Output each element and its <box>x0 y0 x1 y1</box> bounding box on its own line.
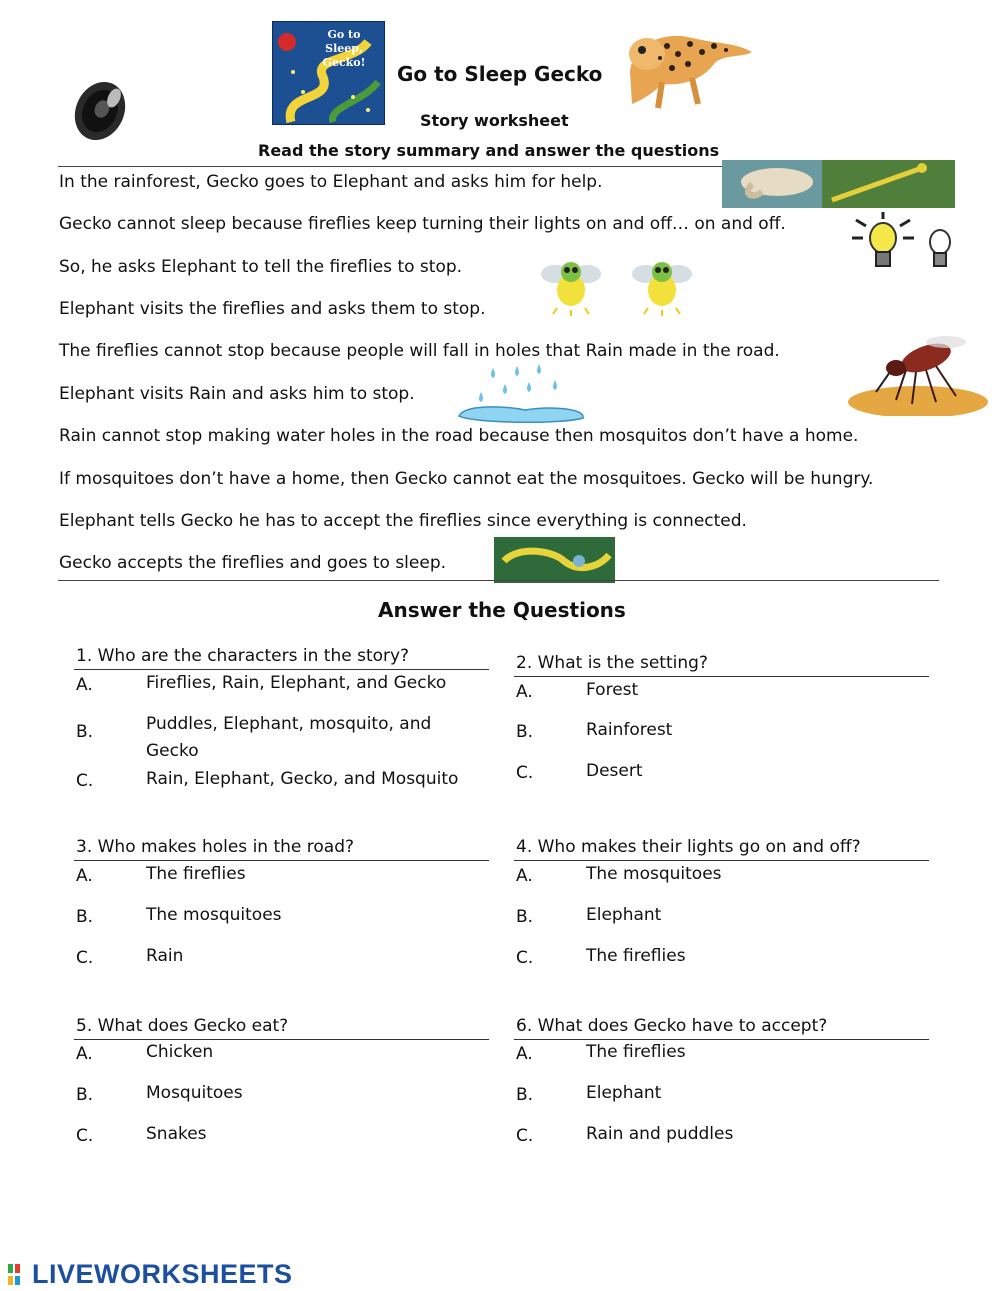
question-text: 4. Who makes their lights go on and off? <box>516 837 861 857</box>
option-letter: C. <box>516 1126 534 1146</box>
option-letter: C. <box>76 771 94 791</box>
question-text: 3. Who makes holes in the road? <box>76 837 355 857</box>
answer-option[interactable]: The fireflies <box>146 864 246 884</box>
story-line: Elephant tells Gecko he has to accept the fireflies since everything is connected. <box>59 511 747 531</box>
option-letter: B. <box>76 722 94 742</box>
option-letter: B. <box>76 1085 94 1105</box>
answer-heading: Answer the Questions <box>378 598 626 622</box>
story-line: Elephant visits the fireflies and asks them to stop. <box>59 299 486 319</box>
answer-option[interactable]: The mosquitoes <box>146 905 282 925</box>
option-letter: C. <box>76 1126 94 1146</box>
option-letter: A. <box>76 675 93 695</box>
firefly-icon <box>626 252 698 318</box>
logo-text: LIVEWORKSHEETS <box>32 1259 293 1289</box>
liveworksheets-logo[interactable] <box>8 1259 293 1290</box>
logo-mark-icon <box>8 1264 28 1286</box>
answer-option[interactable]: Puddles, Elephant, mosquito, and Gecko <box>146 714 432 761</box>
book-cover-title: Go to Sleep, Gecko! <box>322 28 366 69</box>
light-bulb-icon <box>848 210 956 274</box>
option-letter: B. <box>516 1085 534 1105</box>
option-letter: C. <box>516 948 534 968</box>
mosquito-picture <box>846 330 990 416</box>
option-letter: A. <box>516 1044 533 1064</box>
option-letter: A. <box>76 866 93 886</box>
question-text: 1. Who are the characters in the story? <box>76 646 410 666</box>
story-line: If mosquitoes don’t have a home, then Gecko cannot eat the mosquitoes. Gecko will be hungry. <box>59 469 874 489</box>
answer-option[interactable]: The fireflies <box>586 1042 686 1062</box>
option-letter: C. <box>516 763 534 783</box>
sleeping-gecko-picture <box>494 537 615 583</box>
answer-option[interactable]: Fireflies, Rain, Elephant, and Gecko <box>146 673 447 693</box>
answer-option[interactable]: Rainforest <box>586 720 673 740</box>
speaker-icon[interactable] <box>70 78 128 144</box>
answer-option[interactable]: Snakes <box>146 1124 207 1144</box>
answer-option[interactable]: The fireflies <box>586 946 686 966</box>
question-text: 6. What does Gecko have to accept? <box>516 1016 828 1036</box>
answer-option[interactable]: Rain <box>146 946 184 966</box>
gecko-picture <box>622 24 760 112</box>
option-letter: A. <box>516 866 533 886</box>
option-letter: B. <box>516 722 534 742</box>
answer-option[interactable]: Elephant <box>586 905 662 925</box>
story-line: Rain cannot stop making water holes in the road because then mosquitos don’t have a home. <box>59 426 859 446</box>
answer-option[interactable]: The mosquitoes <box>586 864 722 884</box>
option-letter: B. <box>76 907 94 927</box>
rain-puddle-icon <box>455 362 589 426</box>
page-title: Go to Sleep Gecko <box>397 62 603 86</box>
elephant-picture <box>722 160 955 208</box>
question-text: 2. What is the setting? <box>516 653 708 673</box>
story-line: The fireflies cannot stop because people will fall in holes that Rain made in the road. <box>59 341 780 361</box>
story-line: Gecko accepts the fireflies and goes to sleep. <box>59 553 447 573</box>
story-line: Elephant visits Rain and asks him to stop. <box>59 384 415 404</box>
divider <box>58 580 939 581</box>
answer-option[interactable]: Desert <box>586 761 643 781</box>
firefly-icon <box>535 252 607 318</box>
answer-option[interactable]: Rain and puddles <box>586 1124 734 1144</box>
answer-option[interactable]: Rain, Elephant, Gecko, and Mosquito <box>146 769 459 789</box>
question-text: 5. What does Gecko eat? <box>76 1016 289 1036</box>
answer-option[interactable]: Chicken <box>146 1042 214 1062</box>
answer-option[interactable]: Forest <box>586 680 639 700</box>
book-cover-image <box>272 21 385 125</box>
instruction-text: Read the story summary and answer the questions <box>258 141 720 160</box>
answer-option[interactable]: Mosquitoes <box>146 1083 243 1103</box>
story-line: Gecko cannot sleep because fireflies keep turning their lights on and off… on and off. <box>59 214 786 234</box>
option-letter: A. <box>76 1044 93 1064</box>
page-subtitle: Story worksheet <box>420 111 569 130</box>
option-letter: A. <box>516 682 533 702</box>
answer-option[interactable]: Elephant <box>586 1083 662 1103</box>
option-letter: B. <box>516 907 534 927</box>
option-letter: C. <box>76 948 94 968</box>
story-line: So, he asks Elephant to tell the fireflies to stop. <box>59 257 463 277</box>
story-line: In the rainforest, Gecko goes to Elephant and asks him for help. <box>59 172 603 192</box>
